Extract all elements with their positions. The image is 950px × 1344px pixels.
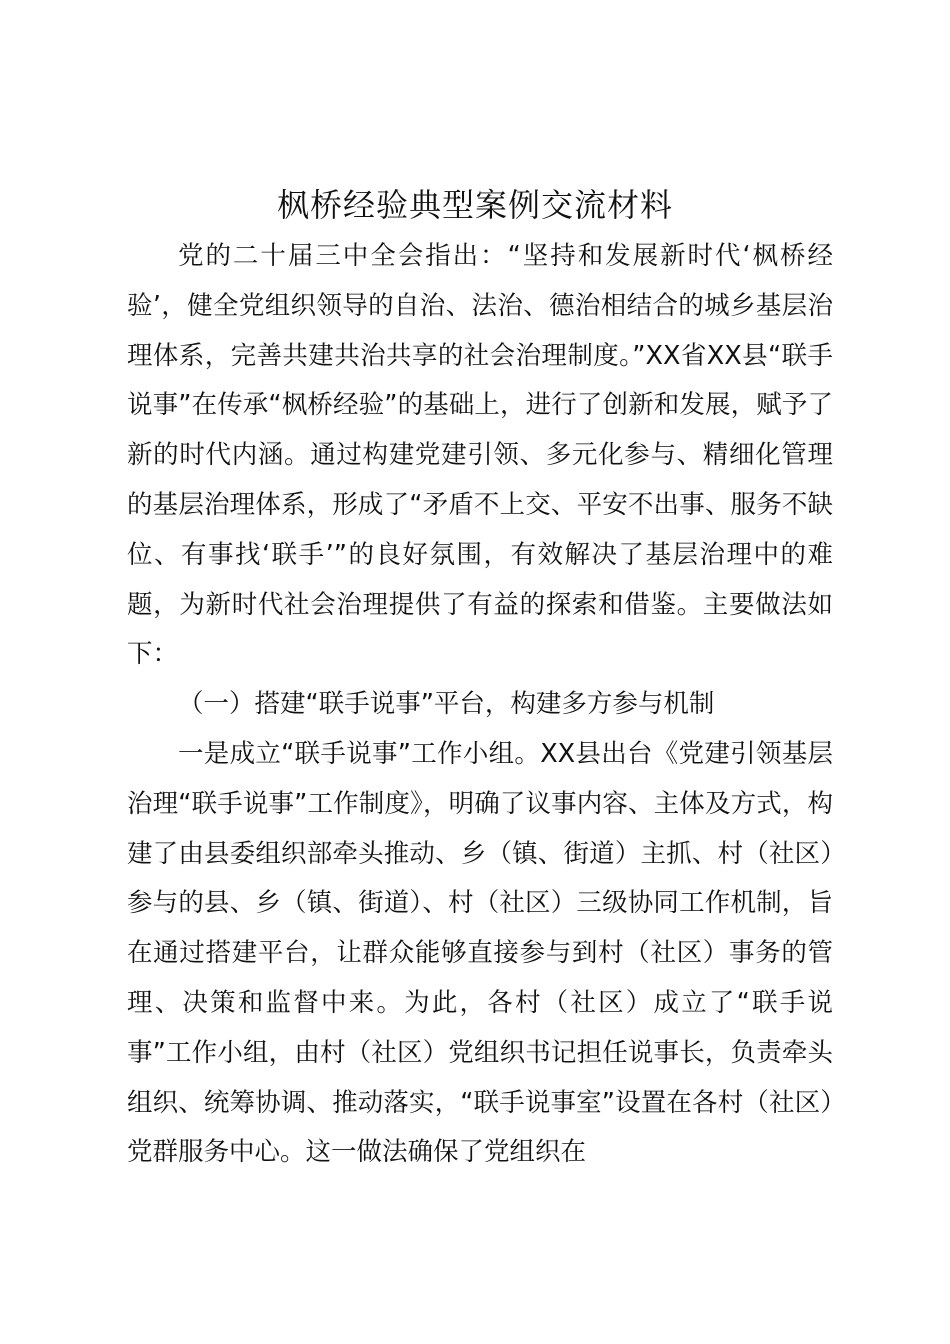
paragraph-intro: 党的二十届三中全会指出：“坚持和发展新时代‘枫桥经验’，健全党组织领导的自治、法治、德治相结合的城乡基层治理体系，完善共建共治共享的社会治理制度。”XX省XX县“联手说事”在传承“枫桥经验”的基础上，进行了创新和发展，赋予了新的时代内涵。通过构建党建引领、多元化参与、精细化管理的基层治理体系，形成了“矛盾不上交、平安不出事、服务不缺位、有事找‘联手’”的良好氛围，有效解决了基层治理中的难题，为新时代社会治理提供了有益的探索和借鉴。主要做法如下： (127, 241, 833, 670)
paragraph-section-1-point-1: 一是成立“联手说事”工作小组。XX县出台《党建引领基层治理“联手说事”工作制度》，明确了议事内容、主体及方式，构建了由县委组织部牵头推动、乡（镇、街道）主抓、村（社区）参与的县、乡（镇、街道）、村（社区）三级协同工作机制，旨在通过搭建平台，让群众能够直接参与到村（社区）事务的管理、决策和监督中来。为此，各村（社区）成立了“联手说事”工作小组，由村（社区）党组织书记担任说事长，负责牵头组织、统筹协调、推动落实，“联手说事室”设置在各村（社区）党群服务中心。这一做法确保了党组织在 (127, 738, 833, 1168)
document-title: 枫桥经验典型案例交流材料 (276, 186, 673, 224)
section-heading-1: （一）搭建“联手说事”平台，构建多方参与机制 (178, 689, 715, 720)
document-body (127, 232, 833, 1178)
